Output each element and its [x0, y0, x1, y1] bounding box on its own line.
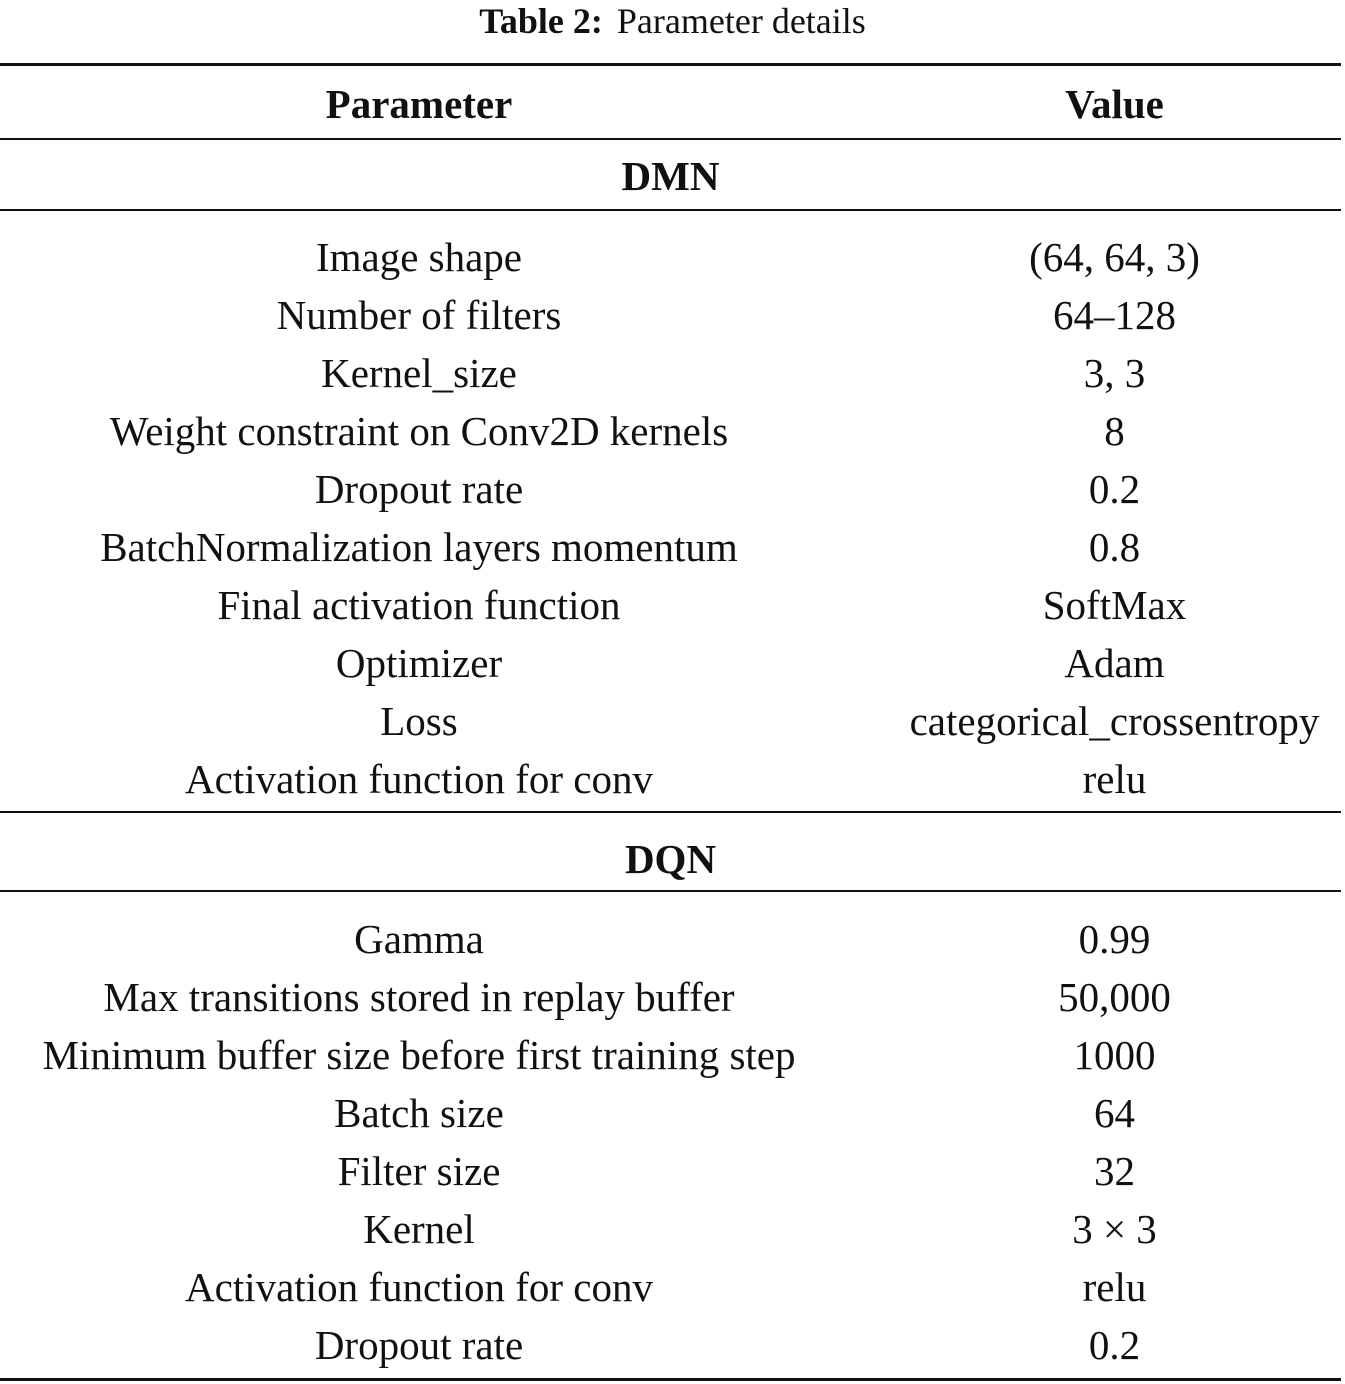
parameter-cell: Max transitions stored in replay buffer [103, 974, 735, 1020]
table-row [0, 910, 1345, 968]
section-title-dqn: DQN [624, 836, 717, 882]
parameter-cell: Activation function for conv [185, 1264, 653, 1310]
header-value: Value [1065, 81, 1164, 127]
value-cell: (64, 64, 3) [1029, 234, 1200, 280]
table-row [0, 1316, 1345, 1374]
value-cell: categorical_crossentropy [909, 698, 1320, 744]
parameter-cell: Loss [380, 698, 458, 744]
table-row [0, 402, 1345, 460]
table-row [0, 344, 1345, 402]
value-cell: 64 [1094, 1090, 1135, 1136]
value-cell: 0.2 [1088, 466, 1141, 512]
value-cell: 3, 3 [1083, 350, 1146, 396]
dmn-end-rule [0, 811, 1341, 813]
table-row [0, 1142, 1345, 1200]
table-row [0, 1258, 1345, 1316]
parameter-cell: Optimizer [335, 640, 503, 686]
value-cell: Adam [1064, 640, 1165, 686]
value-cell: 1000 [1073, 1032, 1156, 1078]
table-row [0, 460, 1345, 518]
table-row [0, 750, 1345, 808]
top-rule [0, 63, 1341, 66]
table-row [0, 518, 1345, 576]
value-cell: SoftMax [1042, 582, 1187, 628]
table-row [0, 1084, 1345, 1142]
value-cell: 0.2 [1088, 1322, 1141, 1368]
parameter-cell: Batch size [334, 1090, 504, 1136]
value-cell: relu [1082, 756, 1147, 802]
table-row [0, 634, 1345, 692]
parameter-cell: Number of filters [276, 292, 562, 338]
table-row [0, 692, 1345, 750]
value-cell: 0.8 [1088, 524, 1141, 570]
parameter-cell: Weight constraint on Conv2D kernels [109, 408, 729, 454]
parameter-cell: Kernel_size [321, 350, 517, 396]
table-row [0, 1026, 1345, 1084]
parameter-cell: Minimum buffer size before first training step [42, 1032, 796, 1078]
parameter-cell: Activation function for conv [185, 756, 653, 802]
parameter-cell: Dropout rate [314, 466, 524, 512]
table-header-row [0, 75, 1345, 133]
dmn-rule [0, 209, 1341, 211]
table-row [0, 286, 1345, 344]
table-row [0, 1200, 1345, 1258]
value-cell: 8 [1104, 408, 1125, 454]
value-cell: 32 [1094, 1148, 1135, 1194]
dqn-rule [0, 890, 1341, 892]
caption-label: Table 2: [479, 1, 603, 41]
header-parameter: Parameter [325, 81, 513, 127]
value-cell: 64–128 [1053, 292, 1176, 338]
table-row [0, 968, 1345, 1026]
table-row [0, 576, 1345, 634]
parameter-cell: Final activation function [217, 582, 621, 628]
value-cell: 50,000 [1058, 974, 1171, 1020]
table-caption [0, 0, 1345, 42]
value-cell: 3 × 3 [1072, 1206, 1157, 1252]
parameter-cell: Gamma [354, 916, 484, 962]
table-row [0, 228, 1345, 286]
value-cell: 0.99 [1078, 916, 1151, 962]
value-cell: relu [1082, 1264, 1147, 1310]
parameter-cell: Image shape [315, 234, 523, 280]
bottom-rule [0, 1378, 1341, 1381]
parameter-cell: BatchNormalization layers momentum [100, 524, 738, 570]
parameter-cell: Filter size [337, 1148, 501, 1194]
section-title-dmn: DMN [621, 153, 720, 199]
parameter-cell: Kernel [363, 1206, 475, 1252]
parameter-cell: Dropout rate [314, 1322, 524, 1368]
caption-text: Parameter details [616, 1, 866, 41]
